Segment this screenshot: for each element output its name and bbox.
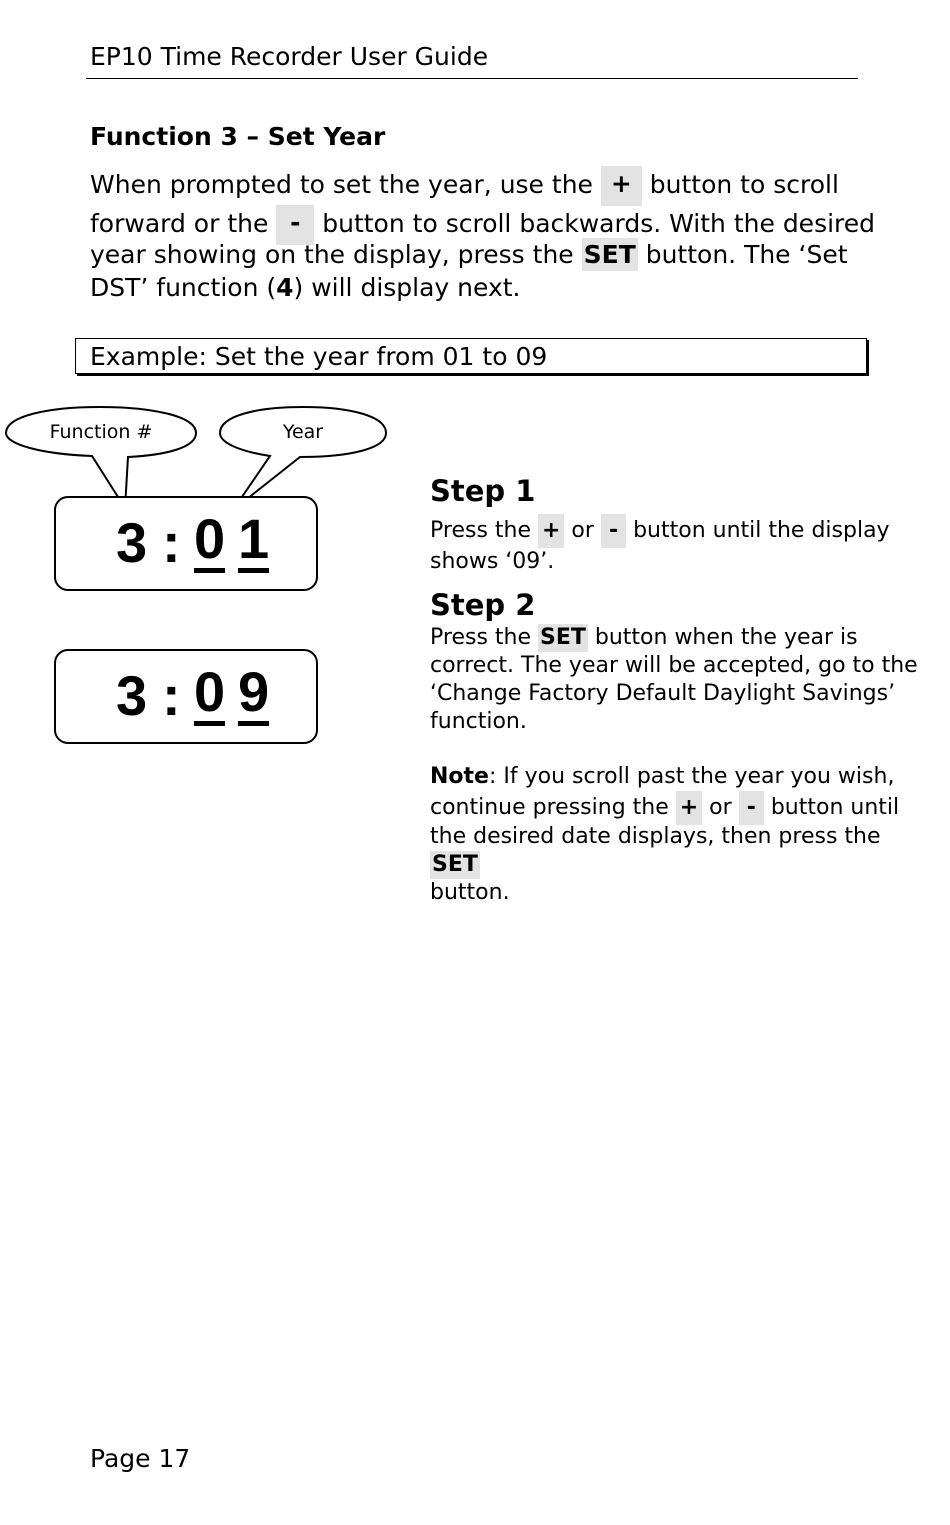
set-key: SET <box>540 625 586 650</box>
step-text: correct. The year will be accepted, go to the <box>430 653 918 678</box>
year-callout-label: Year <box>282 421 324 443</box>
note-label: Note <box>430 764 489 789</box>
step-2-title: Step 2 <box>430 588 536 622</box>
minus-key: - <box>276 205 314 245</box>
step-text: button until the display <box>626 518 890 543</box>
lcd-display-before <box>54 496 318 591</box>
note-text: : If you scroll past the year you wish, <box>488 764 895 789</box>
lcd-function-digit: 3 <box>116 664 148 727</box>
note-paragraph <box>430 763 930 907</box>
intro-text: year showing on the display, press the <box>90 240 582 269</box>
lcd-year-digit-1: 0 <box>194 510 225 573</box>
intro-text: button to scroll backwards. With the desired <box>314 209 876 238</box>
lcd-separator: : <box>162 511 181 574</box>
function-callout-label: Function # <box>49 421 153 443</box>
step-2-body <box>430 624 930 736</box>
intro-text: button to scroll <box>641 170 839 199</box>
step-1-body <box>430 514 930 576</box>
intro-text: ) will display next. <box>293 273 521 302</box>
document-header: EP10 Time Recorder User Guide <box>90 42 489 71</box>
note-text: button until <box>763 795 900 820</box>
note-text: or <box>702 795 739 820</box>
header-divider <box>86 78 858 79</box>
plus-key: + <box>676 791 702 825</box>
intro-text: DST’ function ( <box>90 273 277 302</box>
section-title: Function 3 – Set Year <box>90 122 386 151</box>
lcd-display-after <box>54 649 318 744</box>
step-1-title: Step 1 <box>430 474 536 508</box>
step-text: ‘Change Factory Default Daylight Savings’ <box>430 681 896 706</box>
note-text: button. <box>430 880 510 905</box>
note-text: the desired date displays, then press the <box>430 824 881 849</box>
minus-key: - <box>739 791 764 825</box>
lcd-separator: : <box>162 664 181 727</box>
example-box: Example: Set the year from 01 to 09 <box>75 338 867 374</box>
page-number: Page 17 <box>90 1444 191 1473</box>
plus-key: + <box>538 514 564 548</box>
step-text: Press the <box>430 625 538 650</box>
step-text: shows ‘09’. <box>430 549 555 574</box>
lcd-function-digit: 3 <box>116 511 148 574</box>
lcd-year-digit-1: 0 <box>194 663 225 726</box>
intro-text: forward or the <box>90 209 277 238</box>
step-text: Press the <box>430 518 538 543</box>
step-text: or <box>564 518 601 543</box>
lcd-year-digit-2: 1 <box>238 510 269 573</box>
note-text: continue pressing the <box>430 795 676 820</box>
plus-key: + <box>601 166 642 206</box>
minus-key: - <box>601 514 626 548</box>
lcd-year-digit-2: 9 <box>238 663 269 726</box>
step-text: button when the year is <box>587 625 858 650</box>
step-text: function. <box>430 709 527 734</box>
set-key: SET <box>583 240 636 269</box>
intro-text: When prompted to set the year, use the <box>90 170 601 199</box>
intro-paragraph <box>90 166 876 304</box>
set-key: SET <box>432 852 478 877</box>
function-number: 4 <box>276 273 294 302</box>
intro-text: button. The ‘Set <box>637 240 848 269</box>
